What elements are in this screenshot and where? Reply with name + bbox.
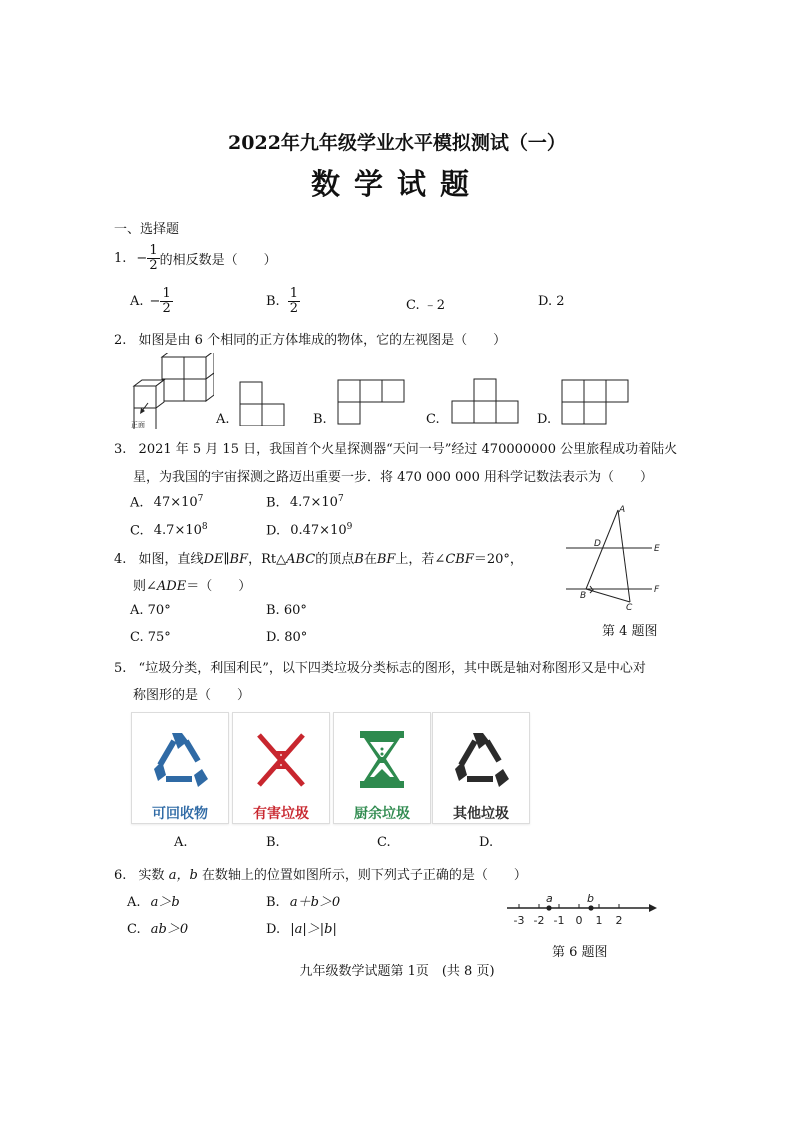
q1-fraction-den: 2 xyxy=(149,258,158,273)
q6-text: 实数 xyxy=(138,868,165,883)
q4-option-a: A. 70° xyxy=(130,603,171,618)
q3-option-d-exp: 9 xyxy=(346,522,353,532)
q3-option-c xyxy=(130,522,208,538)
hazard-arrows-icon xyxy=(233,713,329,803)
q2-stem-text: 如图是由 6 个相同的正方体堆成的物体，它的左视图是（ ） xyxy=(138,333,507,348)
q1-option-b-label: B. xyxy=(266,294,280,309)
q5-option-b: B. xyxy=(266,835,280,850)
q3-option-d-base: 0.47×10 xyxy=(290,523,347,539)
q4-text: 如图，直线 xyxy=(138,552,204,567)
q6-option-a xyxy=(127,891,180,910)
q4-line2 xyxy=(133,575,251,594)
q4-var-bf: BF xyxy=(376,552,396,567)
q2-option-b-figure xyxy=(336,378,406,426)
q3-option-a xyxy=(130,494,203,510)
q5-option-c: C. xyxy=(377,835,391,850)
q5-option-a: A. xyxy=(174,835,188,850)
q3-option-c-label: C. xyxy=(130,523,144,539)
q6-number: 6. xyxy=(114,868,127,883)
subject-title: 数学试题 xyxy=(310,167,483,201)
q3-number: 3. xyxy=(114,442,127,457)
q4-option-c: C. 75° xyxy=(130,630,171,645)
q6-text: 在数轴上的位置如图所示，则下列式子正确的是（ ） xyxy=(201,868,527,883)
q1-option-b xyxy=(266,287,300,316)
q4-point-f: F xyxy=(654,585,660,595)
q6-option-b-label: B. xyxy=(266,895,280,910)
q6-option-c xyxy=(127,918,188,937)
q4-var-ade: ADE xyxy=(156,579,187,594)
q3-option-b xyxy=(266,494,344,510)
q3-line1-text: 2021 年 5 月 15 日，我国首个火星探测器“天问一号”经过 470000000 公里旅程成功着陆火 xyxy=(138,442,678,457)
q4-text: 则∠ xyxy=(133,579,157,594)
q1-fraction xyxy=(147,244,159,273)
q2-option-d-figure xyxy=(560,378,632,428)
q6-tick-label: -2 xyxy=(533,914,545,927)
q1-stem-tail: 的相反数是（ ） xyxy=(159,253,277,268)
recycle-icon xyxy=(132,713,228,803)
q4-text: 上，若∠ xyxy=(395,552,446,567)
q2-option-a-label: A. xyxy=(216,412,230,427)
q6-point-a-dot xyxy=(546,905,551,910)
q1-option-a-den: 2 xyxy=(162,301,171,316)
q5-line1-text: “垃圾分类，利国利民”，以下四类垃圾分类标志的图形，其中既是轴对称图形又是中心对 xyxy=(138,661,646,676)
q3-option-a-label: A. xyxy=(130,495,144,511)
q3-option-d xyxy=(266,522,352,538)
q1-sign: − xyxy=(136,251,148,266)
q1-option-a-fraction xyxy=(160,287,172,316)
q4-parallel: ∥ xyxy=(223,552,230,567)
kitchen-waste-label: 厨余垃圾 xyxy=(354,806,410,822)
q1-option-b-den: 2 xyxy=(289,301,298,316)
q6-option-a-label: A. xyxy=(127,895,141,910)
q2-front-label: 正面 xyxy=(131,421,145,429)
page-footer: 九年级数学试题第 1页 (共 8 页) xyxy=(299,964,495,979)
q5-option-d: D. xyxy=(479,835,494,850)
hazardous-card xyxy=(232,712,330,824)
q1-fraction-num: 1 xyxy=(149,243,158,258)
q2-option-b-label: B. xyxy=(313,412,327,427)
q6-tick-label: 2 xyxy=(615,914,623,927)
q2-number: 2. xyxy=(114,333,127,348)
q1-option-a-label: A. xyxy=(130,294,144,309)
q1-option-a xyxy=(130,287,173,316)
q6-point-b-label: b xyxy=(587,892,594,905)
q4-var-bf: BF xyxy=(229,552,249,567)
q6-tick-label: -1 xyxy=(553,914,565,927)
q1-option-d: D. 2 xyxy=(538,294,565,309)
q6-option-d-text: |a|＞|b| xyxy=(290,922,337,937)
q4-var-cbf: CBF xyxy=(445,552,474,567)
q6-tick-label: 0 xyxy=(575,914,583,927)
q4-geometry-figure xyxy=(560,502,664,614)
q6-tick-label: -3 xyxy=(513,914,525,927)
q4-option-b: B. 60° xyxy=(266,603,307,618)
q3-option-a-base: 47×10 xyxy=(153,495,198,511)
q1-stem xyxy=(114,244,277,273)
q4-var-b: B xyxy=(354,552,364,567)
recyclable-label: 可回收物 xyxy=(152,806,208,822)
q4-option-d: D. 80° xyxy=(266,630,308,645)
q6-figure-caption: 第 6 题图 xyxy=(552,945,608,960)
q5-line1 xyxy=(114,657,646,676)
q4-point-b: B xyxy=(580,591,587,601)
q3-line1 xyxy=(114,438,677,457)
recyclable-card xyxy=(131,712,229,824)
hourglass-icon xyxy=(334,713,430,803)
q3-option-d-label: D. xyxy=(266,523,281,539)
q6-stem xyxy=(114,864,527,883)
q1-option-c: C. ﹣2 xyxy=(406,298,446,313)
q2-option-a-figure xyxy=(238,380,286,426)
other-recycle-icon xyxy=(433,713,529,803)
q2-option-c-label: C. xyxy=(426,412,440,427)
q4-text: ＝20°， xyxy=(473,552,523,567)
q1-option-b-num: 1 xyxy=(289,286,298,301)
q3-option-b-exp: 7 xyxy=(337,494,344,504)
q3-option-c-base: 4.7×10 xyxy=(153,523,202,539)
q6-option-b-text: a＋b＞0 xyxy=(289,895,341,910)
kitchen-waste-card xyxy=(333,712,431,824)
q4-point-e: E xyxy=(654,544,660,554)
section-label: 一、选择题 xyxy=(114,222,180,237)
q6-number-line xyxy=(505,888,661,934)
q4-figure-caption: 第 4 题图 xyxy=(602,624,658,639)
q3-option-b-label: B. xyxy=(266,495,280,511)
other-waste-label: 其他垃圾 xyxy=(453,806,509,822)
q6-tick-label: 1 xyxy=(595,914,603,927)
q6-option-c-label: C. xyxy=(127,922,141,937)
q6-point-a-label: a xyxy=(546,892,553,905)
q4-line1 xyxy=(114,548,523,567)
q4-text: ，Rt△ xyxy=(248,552,287,567)
q6-option-b xyxy=(266,891,340,910)
q3-option-c-exp: 8 xyxy=(201,522,208,532)
q6-point-b-dot xyxy=(588,905,593,910)
q1-number: 1. xyxy=(114,251,127,266)
q4-number: 4. xyxy=(114,552,127,567)
q1-option-a-num: 1 xyxy=(162,286,171,301)
other-waste-card xyxy=(432,712,530,824)
q6-option-d xyxy=(266,918,337,937)
q2-stem xyxy=(114,329,506,348)
q6-option-c-text: ab＞0 xyxy=(150,922,189,937)
q2-cube-figure xyxy=(128,353,214,429)
q6-option-d-label: D. xyxy=(266,922,281,937)
q4-text: 在 xyxy=(363,552,377,567)
q3-line2: 星，为我国的宇宙探测之路迈出重要一步．将 470 000 000 用科学记数法表示为（ ） xyxy=(133,470,653,485)
q3-option-b-base: 4.7×10 xyxy=(289,495,338,511)
q3-option-a-exp: 7 xyxy=(197,494,204,504)
q2-option-c-figure xyxy=(450,377,522,427)
q5-line2: 称图形的是（ ） xyxy=(133,688,251,703)
q4-text: 的顶点 xyxy=(315,552,355,567)
q4-var-abc: ABC xyxy=(286,552,316,567)
q4-text: ＝（ ） xyxy=(186,579,252,594)
q4-point-c: C xyxy=(626,603,633,613)
q1-option-a-sign: − xyxy=(149,294,161,309)
q6-option-a-text: a＞b xyxy=(150,895,180,910)
q2-option-d-label: D. xyxy=(537,412,552,427)
q6-vars: a，b xyxy=(168,868,198,883)
q4-var-de: DE xyxy=(203,552,224,567)
exam-title: 2022年九年级学业水平模拟测试（一） xyxy=(228,132,566,154)
q1-option-b-fraction xyxy=(288,287,300,316)
q4-point-a: A xyxy=(619,505,626,515)
q5-number: 5. xyxy=(114,661,127,676)
q4-point-d: D xyxy=(594,539,601,549)
hazardous-label: 有害垃圾 xyxy=(253,806,309,822)
